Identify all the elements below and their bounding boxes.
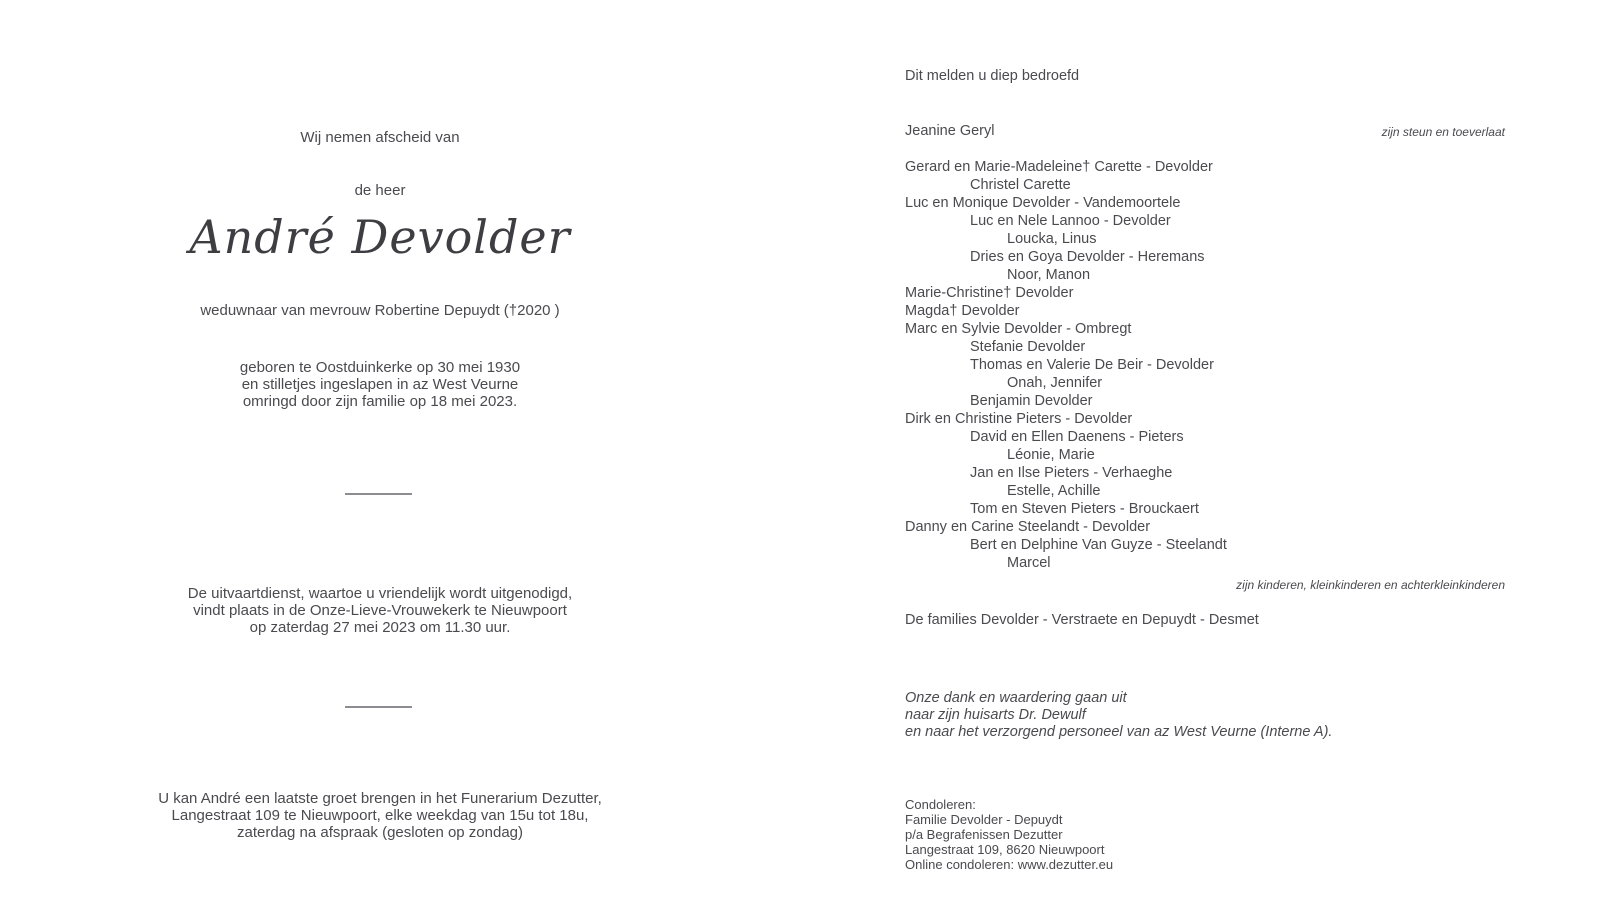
family-line: Stefanie Devolder xyxy=(970,339,1086,355)
visit-line: U kan André een laatste groet brengen in het Funerarium Dezutter, xyxy=(158,790,602,807)
family-line: Loucka, Linus xyxy=(1007,231,1097,247)
birth-line: en stilletjes ingeslapen in az West Veurne xyxy=(241,376,519,393)
service-line: op zaterdag 27 mei 2023 om 11.30 uur. xyxy=(249,619,511,636)
family-line: David en Ellen Daenens - Pieters xyxy=(970,429,1184,445)
family-line: Marcel xyxy=(1007,555,1051,571)
partner-name: Jeanine Geryl xyxy=(905,123,995,139)
family-line: Thomas en Valerie De Beir - Devolder xyxy=(970,357,1214,373)
service-info xyxy=(0,585,760,636)
condolence-info xyxy=(905,797,1113,872)
family-line: Noor, Manon xyxy=(1007,267,1091,283)
birth-line: omringd door zijn familie op 18 mei 2023. xyxy=(242,393,518,410)
announce-text: Dit melden u diep bedroefd xyxy=(905,68,1080,84)
widower-text: weduwnaar van mevrouw Robertine Depuydt (†2020 ) xyxy=(200,302,560,319)
family-line: Luc en Monique Devolder - Vandemoortele xyxy=(905,195,1181,211)
thanks-text xyxy=(905,690,1332,741)
condolence-line: p/a Begrafenissen Dezutter xyxy=(905,827,1063,842)
families-text: De families Devolder - Verstraete en Depuydt - Desmet xyxy=(905,612,1259,628)
family-list xyxy=(905,158,1227,572)
title-text: de heer xyxy=(354,182,406,199)
family-line: Estelle, Achille xyxy=(1007,483,1101,499)
service-line: vindt plaats in de Onze-Lieve-Vrouwekerk te Nieuwpoort xyxy=(193,602,567,619)
intro-text: Wij nemen afscheid van xyxy=(300,129,460,146)
family-line: Marc en Sylvie Devolder - Ombregt xyxy=(905,321,1132,337)
visit-line: zaterdag na afspraak (gesloten op zondag) xyxy=(236,824,524,841)
thanks-line: Onze dank en waardering gaan uit xyxy=(905,690,1127,706)
right-page xyxy=(905,0,1505,900)
birth-line: geboren te Oostduinkerke op 30 mei 1930 xyxy=(239,359,521,376)
divider-line xyxy=(345,493,412,495)
birth-info xyxy=(0,359,760,410)
condolence-line: Langestraat 109, 8620 Nieuwpoort xyxy=(905,842,1105,857)
family-line: Onah, Jennifer xyxy=(1007,375,1103,391)
family-line: Benjamin Devolder xyxy=(970,393,1093,409)
family-line: Bert en Delphine Van Guyze - Steelandt xyxy=(970,537,1227,553)
family-line: Gerard en Marie-Madeleine† Carette - Devolder xyxy=(905,159,1213,175)
family-line: Dries en Goya Devolder - Heremans xyxy=(970,249,1205,265)
family-line: Luc en Nele Lannoo - Devolder xyxy=(970,213,1171,229)
family-note: zijn kinderen, kleinkinderen en achterkleinkinderen xyxy=(1236,578,1505,592)
condolence-line: Online condoleren: www.dezutter.eu xyxy=(905,857,1114,872)
family-line: Jan en Ilse Pieters - Verhaeghe xyxy=(970,465,1173,481)
visit-info xyxy=(0,790,760,841)
family-line: Tom en Steven Pieters - Brouckaert xyxy=(970,501,1199,517)
condolence-line: Familie Devolder - Depuydt xyxy=(905,812,1063,827)
family-line: Magda† Devolder xyxy=(905,303,1020,319)
condolence-line: Condoleren: xyxy=(905,797,976,812)
family-line: Dirk en Christine Pieters - Devolder xyxy=(905,411,1133,427)
family-line: Danny en Carine Steelandt - Devolder xyxy=(905,519,1151,535)
partner-note: zijn steun en toeverlaat xyxy=(1381,125,1505,139)
left-page xyxy=(0,0,760,900)
family-line: Marie-Christine† Devolder xyxy=(905,285,1074,301)
service-line: De uitvaartdienst, waartoe u vriendelijk wordt uitgenodigd, xyxy=(187,585,573,602)
thanks-line: naar zijn huisarts Dr. Dewulf xyxy=(905,707,1086,723)
deceased-name: André Devolder xyxy=(189,210,571,264)
visit-line: Langestraat 109 te Nieuwpoort, elke weekdag van 15u tot 18u, xyxy=(171,807,589,824)
family-line: Léonie, Marie xyxy=(1007,447,1095,463)
thanks-line: en naar het verzorgend personeel van az West Veurne (Interne A). xyxy=(905,724,1333,740)
family-line: Christel Carette xyxy=(970,177,1071,193)
divider-line xyxy=(345,706,412,708)
